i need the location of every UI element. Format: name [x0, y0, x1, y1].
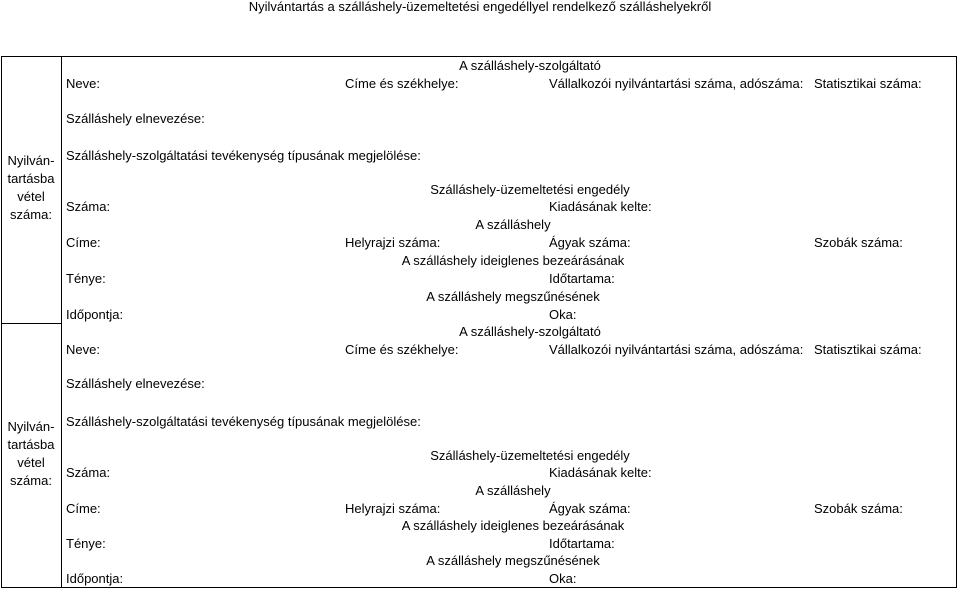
accommodation-name-label: Szálláshely elnevezése:	[66, 376, 205, 391]
activity-type-label: Szálláshely-szolgáltatási tevékenység típusának megjelölése:	[66, 148, 421, 163]
permit-header: Szálláshely-üzemeltetési engedély	[430, 448, 630, 463]
registration-number-label-1: Nyilván- tartásba vétel száma:	[7, 153, 55, 222]
time-label: Időpontja:	[66, 307, 124, 322]
beds-count-label: Ágyak száma:	[549, 501, 631, 516]
rooms-count-label: Szobák száma:	[814, 501, 903, 516]
reason-label: Oka:	[549, 307, 577, 322]
address-label: Címe és székhelye:	[345, 342, 459, 357]
beds-count-label: Ágyak száma:	[549, 235, 631, 250]
provider-header: A szálláshely-szolgáltató	[459, 324, 601, 339]
activity-type-label: Szálláshely-szolgáltatási tevékenység típusának megjelölése:	[66, 414, 421, 429]
permit-issued-label: Kiadásának kelte:	[549, 199, 652, 214]
permit-number-label: Száma:	[66, 199, 111, 214]
column-divider	[61, 56, 62, 588]
registration-label: Vállalkozói nyilvántartási száma, adószáma:	[549, 342, 804, 357]
temporary-closure-header: A szálláshely ideiglenes bezeárásának	[401, 518, 625, 533]
termination-header: A szálláshely megszűnésének	[426, 553, 600, 568]
parcel-number-label: Helyrajzi száma:	[345, 235, 441, 250]
parcel-number-label: Helyrajzi száma:	[345, 501, 441, 516]
fact-label: Ténye:	[66, 536, 106, 551]
permit-header: Szálláshely-üzemeltetési engedély	[430, 182, 630, 197]
accommodation-header: A szálláshely	[475, 217, 551, 232]
accommodation-header: A szálláshely	[475, 483, 551, 498]
time-label: Időpontja:	[66, 571, 124, 586]
page-title: Nyilvántartás a szálláshely-üzemeltetési engedéllyel rendelkező szálláshelyekről	[248, 0, 712, 14]
fact-label: Ténye:	[66, 271, 106, 286]
rooms-count-label: Szobák száma:	[814, 235, 903, 250]
provider-header: A szálláshely-szolgáltató	[459, 58, 601, 73]
name-label: Neve:	[66, 342, 100, 357]
duration-label: Időtartama:	[549, 271, 615, 286]
address2-label: Címe:	[66, 501, 101, 516]
registration-number-label-2: Nyilván- tartásba vétel száma:	[7, 419, 55, 488]
duration-label: Időtartama:	[549, 536, 615, 551]
statistical-number-label: Statisztikai száma:	[814, 342, 922, 357]
address2-label: Címe:	[66, 235, 101, 250]
left-column-row-divider	[1, 323, 62, 324]
statistical-number-label: Statisztikai száma:	[814, 76, 922, 91]
permit-issued-label: Kiadásának kelte:	[549, 465, 652, 480]
reason-label: Oka:	[549, 571, 577, 586]
name-label: Neve:	[66, 76, 100, 91]
permit-number-label: Száma:	[66, 465, 111, 480]
accommodation-name-label: Szálláshely elnevezése:	[66, 111, 205, 126]
temporary-closure-header: A szálláshely ideiglenes bezeárásának	[401, 253, 625, 268]
termination-header: A szálláshely megszűnésének	[426, 289, 600, 304]
registration-label: Vállalkozói nyilvántartási száma, adószáma:	[549, 76, 804, 91]
address-label: Címe és székhelye:	[345, 76, 459, 91]
